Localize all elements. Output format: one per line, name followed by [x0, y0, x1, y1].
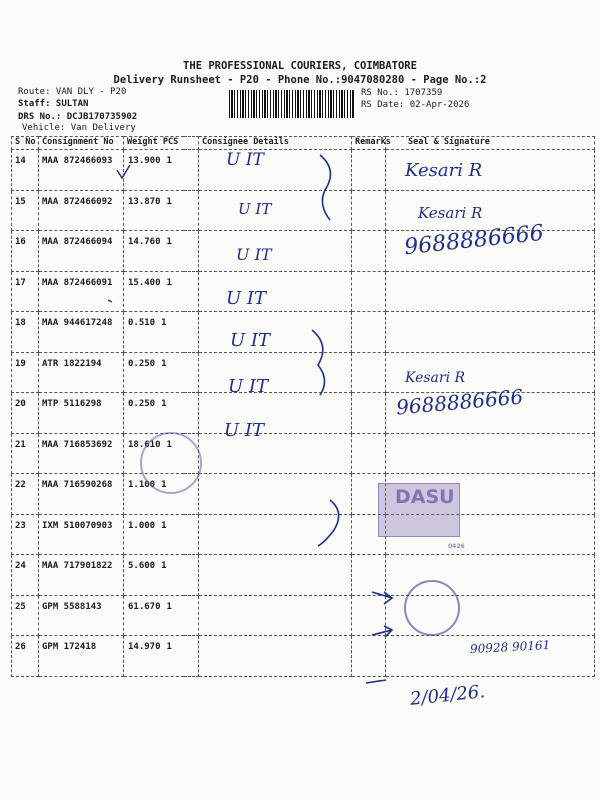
row-weight: 14.760 [128, 237, 161, 247]
stamp-company-name: DASU [395, 486, 455, 508]
round-seal-stamp [404, 580, 460, 636]
vehicle-label: Vehicle: Van Delivery [22, 123, 136, 133]
row-consignment: GPM 172418 [39, 636, 124, 677]
row-consignment: MAA 872466092 [39, 190, 124, 231]
handwritten-consignee: U IT [238, 200, 272, 218]
round-seal-stamp [140, 432, 202, 494]
row-consignment: MAA 717901822 [39, 555, 124, 596]
row-pcs: 1 [161, 561, 167, 571]
row-weight: 0.250 [128, 358, 156, 369]
row-sno: 19 [12, 352, 39, 393]
row-pcs: 1 [161, 520, 167, 531]
row-sno: 22 [12, 474, 39, 515]
row-consignment: MTP 5116298 [39, 393, 124, 434]
row-sno: 20 [12, 393, 39, 434]
row-consignment: MAA 944617248 [39, 312, 124, 353]
drs-number: DRS No.: DCJB170735902 [18, 112, 138, 122]
row-pcs: 1 [166, 156, 172, 166]
col-pcs: PCS [162, 137, 179, 147]
row-sno: 24 [12, 555, 39, 596]
row-consignment: ATR 1822194 [39, 352, 124, 393]
row-pcs: 1 [161, 318, 167, 328]
row-sno: 17 [12, 271, 39, 312]
stamp-phone: 0426 [448, 543, 465, 550]
row-sno: 26 [12, 636, 39, 677]
row-weight: 0.510 [128, 318, 156, 328]
handwritten-signature: Kesari R [405, 160, 483, 181]
route-label: Route: VAN DLY - P20 [18, 87, 127, 97]
row-pcs: 1 [166, 277, 172, 288]
row-weight: 0.250 [128, 399, 156, 409]
row-sno: 23 [12, 514, 39, 555]
row-pcs: 1 [166, 237, 172, 247]
row-sno: 15 [12, 190, 39, 231]
row-consignment: MAA 716853692 [39, 433, 124, 474]
row-sno: 25 [12, 595, 39, 636]
col-sno: S No [12, 137, 39, 150]
handwritten-date: 2/04/26. [409, 681, 487, 710]
row-pcs: 1 [166, 439, 172, 450]
runsheet-subtitle: Delivery Runsheet - P20 - Phone No.:9047080280 - Page No.:2 [113, 74, 487, 86]
row-pcs: 1 [161, 399, 167, 409]
handwritten-consignee: U IT [236, 245, 272, 264]
row-sno: 18 [12, 312, 39, 353]
handwritten-consignee: U IT [230, 330, 271, 351]
row-pcs: 1 [161, 358, 167, 369]
col-consignee: Consignee Details [199, 137, 352, 150]
row-consignment: MAA 872466093 [39, 150, 124, 191]
row-consignment: MAA 872466091 [39, 271, 124, 312]
handwritten-consignee: U IT [224, 420, 265, 441]
row-weight: 13.870 [128, 196, 161, 207]
row-pcs: 1 [166, 642, 172, 652]
row-sno: 14 [12, 150, 39, 191]
row-weight: 61.670 [128, 601, 161, 612]
col-remarks: Remarks [352, 137, 386, 150]
staff-label: Staff: SULTAN [18, 99, 89, 109]
row-consignment: IXM 510070903 [39, 514, 124, 555]
rs-date: RS Date: 02-Apr-2026 [361, 100, 470, 110]
row-weight: 5.600 [128, 561, 156, 571]
rs-number: RS No.: 1707359 [361, 88, 443, 98]
handwritten-phone: 9688886666 [395, 384, 525, 420]
row-weight: 13.900 [128, 156, 161, 166]
row-pcs: 1 [166, 196, 172, 207]
row-weight: 18.610 [128, 439, 161, 450]
handwritten-consignee: U IT [226, 288, 267, 309]
row-weight: 14.970 [128, 642, 161, 652]
row-sno: 16 [12, 231, 39, 272]
col-seal: Seal & Signature [386, 137, 595, 150]
handwritten-consignee: U IT [226, 150, 264, 170]
row-consignment: MAA 716590268 [39, 474, 124, 515]
handwritten-signature: Kesari R [405, 370, 466, 386]
row-pcs: 1 [161, 480, 167, 490]
row-consignment: MAA 872466094 [39, 231, 124, 272]
row-weight: 15.400 [128, 277, 161, 288]
row-sno: 21 [12, 433, 39, 474]
row-pcs: 1 [166, 601, 172, 612]
col-weight: Weight [127, 137, 158, 147]
handwritten-consignee: U IT [228, 376, 269, 397]
col-consignment: Consignment No [39, 137, 124, 150]
company-title: THE PROFESSIONAL COURIERS, COIMBATORE [183, 60, 417, 72]
row-weight: 1.000 [128, 520, 156, 531]
row-consignment: GPM 5588143 [39, 595, 124, 636]
handwritten-phone: 9688886666 [403, 220, 545, 261]
row-weight: 1.100 [128, 480, 156, 490]
handwritten-phone: 90928 90161 [469, 637, 551, 657]
handwritten-signature: Kesari R [418, 204, 483, 222]
